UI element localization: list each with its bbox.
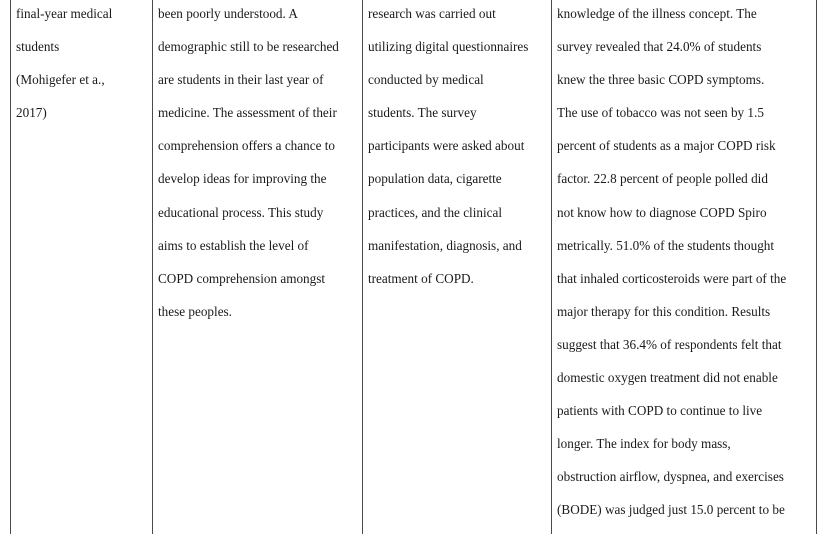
text-line: students [16,39,60,55]
text-line: major therapy for this condition. Results [557,303,771,319]
text-line: suggest that 36.4% of respondents felt that [557,336,782,352]
text-line: COPD comprehension amongst [158,270,326,286]
text-line: The use of tobacco was not seen by 1.5 [557,105,764,121]
cell-text [557,6,812,536]
text-line: develop ideas for improving the [158,171,327,187]
text-line: obstruction airflow, dyspnea, and exercises [557,469,784,485]
text-line: aims to establish the level of [158,237,309,253]
text-line: final-year medical [16,6,113,21]
text-line: metrically. 51.0% of the students thought [557,237,775,253]
cell-text [158,6,358,337]
text-line: (BODE) was judged just 15.0 percent to be [557,502,785,518]
text-line: treatment of COPD. [368,270,474,286]
text-line: students. The survey [368,105,477,121]
text-line: medicine. The assessment of their [158,105,337,121]
text-line: 2017) [16,105,47,121]
text-line: (Mohigefer et a., [16,72,105,88]
table-cell-methods [362,0,551,534]
text-line: practices, and the clinical [368,204,503,220]
text-line: utilizing digital questionnaires [368,39,529,55]
text-line: manifestation, diagnosis, and [368,237,522,253]
table-cell-results [551,0,817,534]
text-line: not know how to diagnose COPD Spiro [557,204,767,220]
table-cell-study [10,0,152,534]
text-line: participants were asked about [368,138,525,154]
text-line: domestic oxygen treatment did not enable [557,370,778,386]
text-line: knowledge of the illness concept. The [557,6,757,21]
cell-text [16,6,148,138]
text-line: demographic still to be researched [158,39,339,55]
text-line: been poorly understood. A [158,6,298,21]
text-line: population data, cigarette [368,171,502,187]
text-line: patients with COPD to continue to live [557,403,763,419]
text-line: factor. 22.8 percent of people polled did [557,171,768,187]
text-line: these peoples. [158,303,232,319]
text-line: survey revealed that 24.0% of students [557,39,762,55]
cell-text [368,6,547,304]
text-line: research was carried out [368,6,496,21]
text-line: longer. The index for body mass, [557,436,731,452]
text-line: percent of students as a major COPD risk [557,138,776,154]
text-line: that inhaled corticosteroids were part of the [557,270,787,286]
text-line: educational process. This study [158,204,324,220]
text-line: conducted by medical [368,72,484,88]
text-line: knew the three basic COPD symptoms. [557,72,765,88]
table-cell-background [152,0,362,534]
text-line: are students in their last year of [158,72,324,88]
text-line: comprehension offers a chance to [158,138,335,154]
